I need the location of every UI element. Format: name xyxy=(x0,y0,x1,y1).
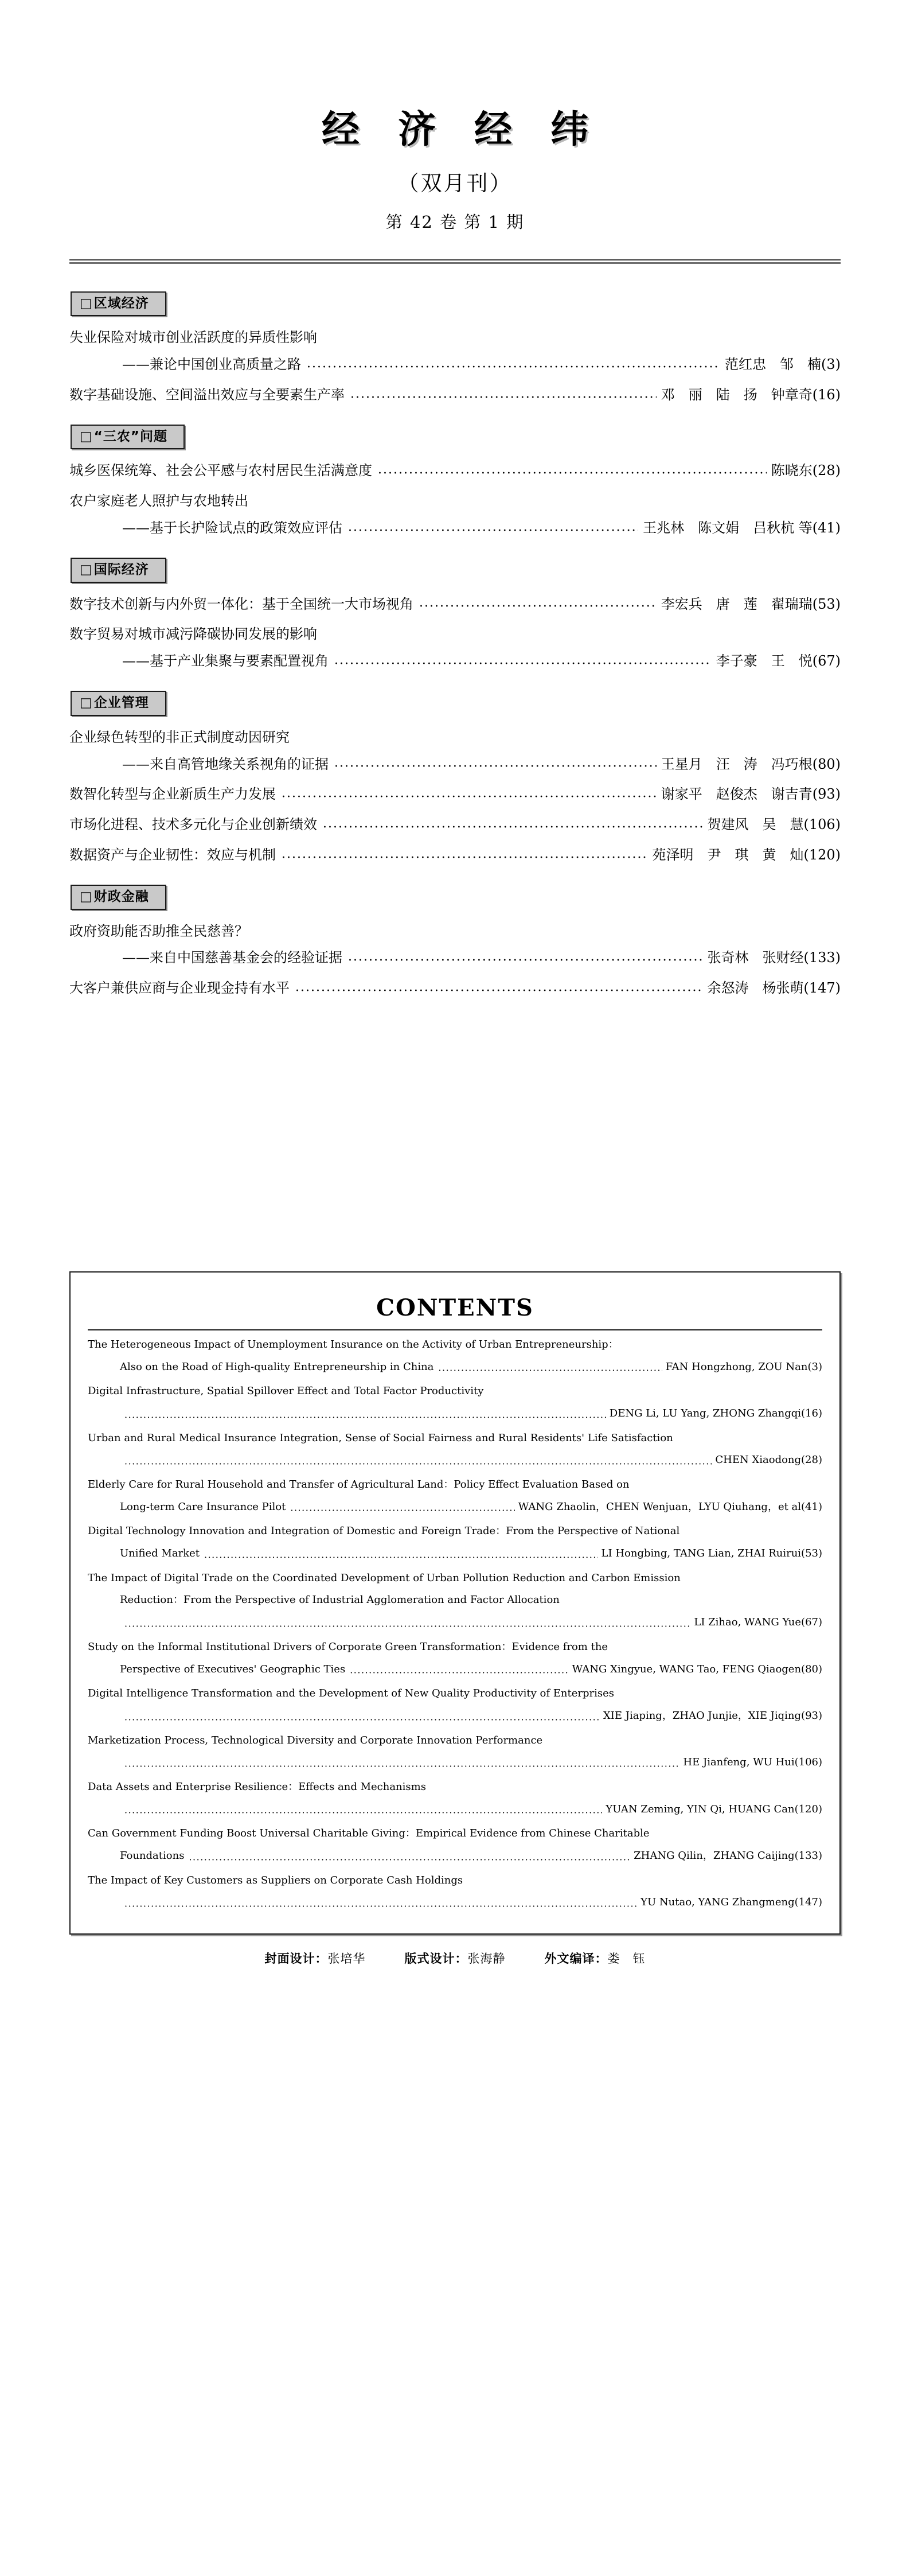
leader-dots xyxy=(419,601,657,613)
entry-title: 市场化进程、技术多元化与企业创新绩效 xyxy=(69,816,317,833)
contents-entry-line xyxy=(88,1356,822,1379)
toc-entry[interactable] xyxy=(69,811,841,838)
contents-entry-authors-page: WANG Zhaolin，CHEN Wenjuan，LYU Qiuhang，et al(41) xyxy=(518,1500,822,1513)
leader-dots xyxy=(350,392,657,404)
contents-entry-line xyxy=(88,1449,822,1472)
entry-authors-page: 苑泽明 尹 琪 黄 灿(120) xyxy=(652,846,841,863)
entry-authors-page: 王兆林 陈文娟 吕秋杭 等(41) xyxy=(643,520,841,536)
leader-dots xyxy=(282,791,657,804)
contents-title-divider xyxy=(88,1329,822,1330)
contents-entry[interactable] xyxy=(88,1567,822,1634)
contents-entry-title: Urban and Rural Medical Insurance Integration, Sense of Social Fairness and Rural Residents' Life Satisfaction xyxy=(88,1431,673,1444)
contents-entry-title: Unified Market xyxy=(120,1547,200,1560)
section-header-label: 财政金融 xyxy=(93,889,149,904)
contents-entry-authors-page: LI Hongbing, TANG Lian, ZHAI Ruirui(53) xyxy=(601,1547,822,1560)
toc-entry[interactable] xyxy=(69,724,841,778)
entry-line xyxy=(69,751,841,778)
entry-subtitle: ——来自中国慈善基金会的经验证据 xyxy=(122,950,342,966)
leader-dots xyxy=(295,985,702,998)
leader-dots xyxy=(307,361,720,374)
leader-dots xyxy=(323,822,702,834)
contents-entry-authors-page: YU Nutao, YANG Zhangmeng(147) xyxy=(640,1896,822,1909)
leader-dots xyxy=(348,525,638,538)
credit-label: 版式设计： xyxy=(404,1952,468,1966)
entry-authors-page: 邓 丽 陆 扬 钟章奇(16) xyxy=(661,386,841,403)
entry-line xyxy=(69,382,841,408)
contents-entry-authors-page: DENG Li, LU Yang, ZHONG Zhangqi(16) xyxy=(609,1407,822,1419)
entry-authors-page: 王星月 汪 涛 冯巧根(80) xyxy=(661,756,841,772)
entry-title: 农户家庭老人照护与农地转出 xyxy=(69,493,248,509)
leader-dots xyxy=(282,852,647,865)
contents-entry-line xyxy=(88,1892,822,1914)
section-header-label: “三农”问题 xyxy=(93,429,167,444)
contents-entry-title: Long-term Care Insurance Pilot xyxy=(120,1500,286,1513)
entry-line xyxy=(69,591,841,618)
toc-entry[interactable] xyxy=(69,975,841,1002)
entry-line xyxy=(69,944,841,971)
leader-dots xyxy=(124,1808,602,1818)
entry-line xyxy=(69,781,841,808)
contents-entry-line xyxy=(88,1845,822,1867)
credit-label: 外文编译： xyxy=(544,1952,608,1966)
toc-entry[interactable] xyxy=(69,621,841,675)
contents-entry-authors-page: CHEN Xiaodong(28) xyxy=(715,1454,822,1466)
credit-value: 张培华 xyxy=(327,1952,366,1966)
square-bullet-icon: □ xyxy=(80,295,93,311)
leader-dots xyxy=(189,1855,630,1865)
entry-title: 大客户兼供应商与企业现金持有水平 xyxy=(69,980,290,997)
contents-entry[interactable] xyxy=(88,1380,822,1425)
entry-title: 数智化转型与企业新质生产力发展 xyxy=(69,786,276,803)
contents-entry-line xyxy=(88,1705,822,1727)
leader-dots xyxy=(124,1413,606,1422)
leader-dots xyxy=(438,1366,662,1375)
entry-line xyxy=(69,351,841,378)
contents-entry-title: Data Assets and Enterprise Resilience：Effects and Mechanisms xyxy=(88,1780,426,1793)
section-header-5 xyxy=(71,885,166,910)
contents-entry-title: Marketization Process, Technological Diversity and Corporate Innovation Performance xyxy=(88,1734,543,1746)
entry-title: 数字基础设施、空间溢出效应与全要素生产率 xyxy=(69,386,345,403)
credit-item xyxy=(405,1949,506,1967)
contents-entry-authors-page: YUAN Zeming, YIN Qi, HUANG Can(120) xyxy=(606,1803,822,1815)
contents-entry-title: The Impact of Key Customers as Suppliers on Corporate Cash Holdings xyxy=(88,1874,463,1886)
credit-item xyxy=(265,1949,366,1967)
leader-dots xyxy=(124,1715,600,1725)
section-header-3 xyxy=(71,558,166,583)
entry-title: 数字技术创新与内外贸一体化：基于全国统一大市场视角 xyxy=(69,596,413,612)
leader-dots xyxy=(124,1460,712,1469)
entry-authors-page: 张奇林 张财经(133) xyxy=(707,950,841,966)
leader-dots xyxy=(124,1902,637,1911)
entry-title: 政府资助能否助推全民慈善？ xyxy=(69,923,248,939)
entry-subtitle: ——兼论中国创业高质量之路 xyxy=(122,356,301,373)
leader-dots xyxy=(334,761,657,773)
credit-value: 娄 钰 xyxy=(607,1952,646,1966)
entry-line xyxy=(69,842,841,869)
contents-entry-authors-page: XIE Jiaping，ZHAO Junjie，XIE Jiqing(93) xyxy=(603,1709,822,1722)
square-bullet-icon: □ xyxy=(80,889,93,904)
toc-entry[interactable] xyxy=(69,842,841,869)
journal-issue: 第 42 卷 第 1 期 xyxy=(385,212,525,232)
entry-line xyxy=(69,648,841,675)
leader-dots xyxy=(348,955,702,967)
contents-entry[interactable] xyxy=(88,1636,822,1680)
leader-dots xyxy=(350,1668,568,1678)
leader-dots xyxy=(378,468,767,480)
english-contents-box xyxy=(69,1271,841,1935)
contents-entry-authors-page: LI Zihao, WANG Yue(67) xyxy=(694,1616,822,1629)
contents-title: CONTENTS xyxy=(376,1294,534,1321)
contents-entry-line xyxy=(88,1659,822,1681)
entry-subtitle: ——来自高管地缘关系视角的证据 xyxy=(122,756,329,772)
contents-entry-title: Study on the Informal Institutional Drivers of Corporate Green Transformation：Evidence from the xyxy=(88,1640,608,1653)
contents-entry-title: Can Government Funding Boost Universal Charitable Giving：Empirical Evidence from Chinese Charitable xyxy=(88,1827,650,1840)
toc-entry[interactable] xyxy=(69,918,841,972)
contents-entry[interactable] xyxy=(88,1776,822,1820)
english-contents-section xyxy=(69,1271,841,1935)
section-header-label: 国际经济 xyxy=(93,562,149,577)
toc-entry[interactable] xyxy=(69,457,841,484)
contents-entry-line xyxy=(88,1752,822,1774)
entry-line xyxy=(69,811,841,838)
contents-entry[interactable] xyxy=(88,1334,822,1378)
contents-entry-title: The Impact of Digital Trade on the Coordinated Development of Urban Pollution Reduction and Carbon Emission xyxy=(88,1571,681,1584)
contents-entry-authors-page: WANG Xingyue, WANG Tao, FENG Qiaogen(80) xyxy=(572,1663,822,1675)
contents-entry[interactable] xyxy=(88,1823,822,1867)
contents-entry[interactable] xyxy=(88,1870,822,1914)
section-header-label: 区域经济 xyxy=(93,295,149,311)
contents-entry-title: Perspective of Executives' Geographic Ties xyxy=(120,1663,346,1675)
section-header-4 xyxy=(71,691,166,716)
contents-entry-line xyxy=(88,1496,822,1519)
entry-authors-page: 范红忠 邹 楠(3) xyxy=(725,356,841,373)
contents-entry-line xyxy=(88,1403,822,1425)
contents-entry-title: Digital Intelligence Transformation and the Development of New Quality Productivity of Enterprises xyxy=(88,1687,614,1700)
contents-entry[interactable] xyxy=(88,1730,822,1774)
entry-title: 企业绿色转型的非正式制度动因研究 xyxy=(69,729,290,745)
toc-entry[interactable] xyxy=(69,324,841,378)
entry-authors-page: 余怒涛 杨张萌(147) xyxy=(707,980,841,997)
contents-entry-line xyxy=(88,1612,822,1634)
contents-entry[interactable] xyxy=(88,1474,822,1518)
entry-title: 数字贸易对城市减污降碳协同发展的影响 xyxy=(69,626,317,643)
journal-title: 经 济 经 纬 xyxy=(322,107,601,151)
chinese-table-of-contents xyxy=(69,264,841,1002)
contents-entry-title: Digital Technology Innovation and Integration of Domestic and Foreign Trade：From the Perspective of National xyxy=(88,1525,680,1538)
contents-entry-authors-page: HE Jianfeng, WU Hui(106) xyxy=(683,1756,822,1769)
contents-entry-title: The Heterogeneous Impact of Unemployment Insurance on the Activity of Urban Entrepreneurship： xyxy=(88,1338,619,1351)
contents-entry-line xyxy=(88,1799,822,1821)
masthead-divider xyxy=(69,259,841,264)
section-header-1 xyxy=(71,291,166,317)
entry-title: 数据资产与企业韧性：效应与机制 xyxy=(69,846,276,863)
journal-subtitle: （双月刊） xyxy=(397,170,513,196)
toc-entry[interactable] xyxy=(69,488,841,542)
leader-dots xyxy=(204,1553,598,1562)
leader-dots xyxy=(124,1622,690,1631)
entry-line xyxy=(69,515,841,542)
entry-authors-page: 陈晓东(28) xyxy=(771,462,841,479)
entry-subtitle: ——基于产业集聚与要素配置视角 xyxy=(122,653,329,670)
contents-entry-authors-page: FAN Hongzhong, ZOU Nan(3) xyxy=(665,1360,822,1373)
square-bullet-icon: □ xyxy=(80,695,93,711)
toc-entry[interactable] xyxy=(69,591,841,618)
leader-dots xyxy=(290,1506,514,1515)
contents-entry-title: Also on the Road of High-quality Entrepreneurship in China xyxy=(120,1360,434,1373)
toc-entry[interactable] xyxy=(69,382,841,408)
section-header-2 xyxy=(71,425,185,450)
contents-entry-title: Digital Infrastructure, Spatial Spillover Effect and Total Factor Productivity xyxy=(88,1385,484,1398)
entry-authors-page: 谢家平 赵俊杰 谢吉青(93) xyxy=(661,786,841,803)
entry-authors-page: 李子豪 王 悦(67) xyxy=(716,653,841,670)
entry-title: 城乡医保统筹、社会公平感与农村居民生活满意度 xyxy=(69,462,372,479)
section-header-label: 企业管理 xyxy=(93,695,149,711)
entry-subtitle: ——基于长护险试点的政策效应评估 xyxy=(122,520,342,536)
credit-value: 张海静 xyxy=(467,1952,506,1966)
contents-entry-title: Elderly Care for Rural Household and Transfer of Agricultural Land：Policy Effect Evaluation Based on xyxy=(88,1478,630,1491)
entry-line xyxy=(69,975,841,1002)
contents-entry[interactable] xyxy=(88,1683,822,1727)
leader-dots xyxy=(334,658,712,671)
entry-line xyxy=(69,457,841,484)
credits-footer xyxy=(69,1949,841,1990)
english-entry-list xyxy=(88,1334,822,1914)
entry-authors-page: 贺建风 吴 慧(106) xyxy=(707,816,841,833)
contents-entry-line xyxy=(88,1543,822,1565)
contents-entry-authors-page: ZHANG Qilin，ZHANG Caijing(133) xyxy=(634,1850,822,1862)
toc-entry[interactable] xyxy=(69,781,841,808)
contents-entry[interactable] xyxy=(88,1427,822,1472)
contents-entry[interactable] xyxy=(88,1520,822,1565)
contents-entry-title: Reduction：From the Perspective of Industrial Agglomeration and Factor Allocation xyxy=(120,1594,560,1606)
contents-entry-title: Foundations xyxy=(120,1850,185,1862)
square-bullet-icon: □ xyxy=(80,562,93,577)
entry-authors-page: 李宏兵 唐 莲 翟瑞瑞(53) xyxy=(661,596,841,612)
square-bullet-icon: □ xyxy=(80,429,93,444)
entry-title: 失业保险对城市创业活跃度的异质性影响 xyxy=(69,329,317,346)
credit-label: 封面设计： xyxy=(264,1952,328,1966)
credit-item xyxy=(545,1949,646,1967)
leader-dots xyxy=(124,1762,679,1771)
masthead xyxy=(0,0,910,233)
